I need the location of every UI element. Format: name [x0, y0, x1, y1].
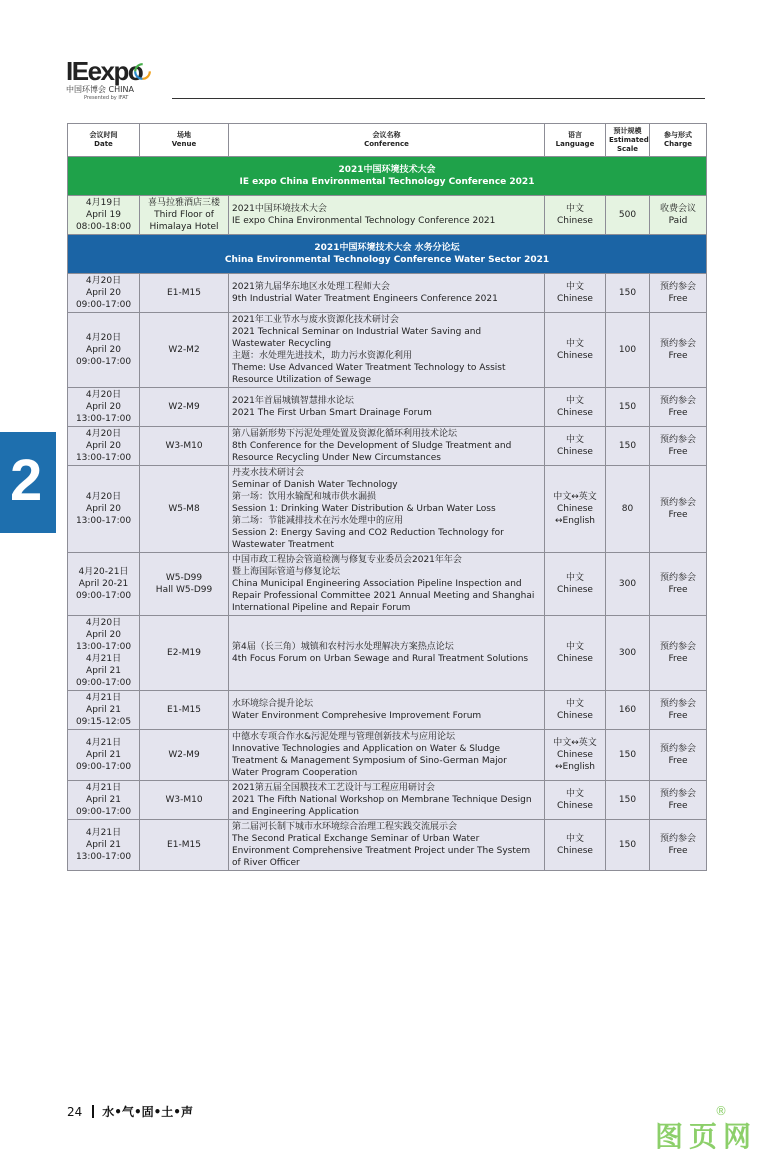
cell-line: Free — [668, 711, 688, 721]
cell-line: 中文 — [565, 573, 584, 583]
cell-line: Free — [668, 756, 688, 766]
date-cell — [68, 730, 140, 781]
cell-line: 13:00-17:00 — [75, 852, 132, 862]
table-row — [68, 274, 707, 313]
cell-line: Free — [668, 846, 688, 856]
table-row — [68, 466, 707, 553]
scale-cell: 150 — [606, 730, 650, 781]
cell-line: W3-M10 — [165, 795, 203, 805]
table-row — [68, 616, 707, 691]
cell-line: ↔English — [554, 516, 596, 526]
page-footer — [67, 1103, 193, 1120]
venue-cell — [140, 427, 229, 466]
cell-line: April 20 — [86, 441, 121, 451]
scale-cell: 500 — [606, 196, 650, 235]
cell-line: W3-M10 — [165, 441, 203, 451]
section-title-en: China Environmental Technology Conference Water Sector 2021 — [224, 255, 550, 265]
chapter-number: 2 — [10, 448, 43, 513]
cell-line: Third Floor of — [154, 210, 214, 220]
venue-cell — [140, 313, 229, 388]
cell-line: E2-M19 — [167, 648, 201, 658]
cell-line: 暨上海国际管道与修复论坛 — [232, 567, 341, 577]
scale-cell: 150 — [606, 388, 650, 427]
footer-divider — [92, 1105, 94, 1118]
cell-line: 09:00-17:00 — [75, 678, 132, 688]
cell-line: 09:15-12:05 — [75, 717, 132, 727]
cell-line: Water Environment Comprehesive Improvement Forum — [232, 711, 482, 721]
cell-line: Chinese — [557, 408, 593, 418]
cell-line: Free — [668, 654, 688, 664]
cell-line: April 20 — [86, 345, 121, 355]
cell-line: Environment Comprehensive Treatment Project under The System — [232, 846, 531, 856]
cell-line: W5-D99 — [165, 573, 203, 583]
cell-line: Session 2: Energy Saving and CO2 Reduction Technology for — [232, 528, 504, 538]
cell-line: Hall W5-D99 — [155, 585, 213, 595]
cell-line: Seminar of Danish Water Technology — [232, 480, 398, 490]
cell-line: Chinese — [557, 801, 593, 811]
cell-line: 09:00-17:00 — [75, 357, 132, 367]
language-cell — [545, 196, 606, 235]
ieexpo-logo — [66, 58, 166, 102]
section-title — [68, 157, 707, 196]
conference-cell — [229, 781, 545, 820]
column-header-cn: 会议时间 — [89, 131, 118, 139]
charge-cell — [650, 820, 707, 871]
cell-line: 预约参会 — [659, 642, 696, 652]
cell-line: 第4届（长三角）城镇和农村污水处理解决方案热点论坛 — [232, 642, 454, 652]
cell-line: 主题：水处理先进技术，助力污水资源化利用 — [232, 351, 413, 361]
cell-line: Wastewater Recycling — [232, 339, 332, 349]
charge-cell — [650, 691, 707, 730]
column-header — [606, 124, 650, 157]
conference-cell — [229, 274, 545, 313]
cell-line: W5-M8 — [168, 504, 200, 514]
cell-line: 13:00-17:00 — [75, 414, 132, 424]
cell-line: Chinese — [557, 447, 593, 457]
date-cell — [68, 466, 140, 553]
venue-cell — [140, 730, 229, 781]
venue-cell — [140, 616, 229, 691]
date-cell — [68, 553, 140, 616]
conference-schedule-table — [67, 123, 707, 871]
cell-line: 第二场：节能减排技术在污水处理中的应用 — [232, 516, 404, 526]
column-header — [68, 124, 140, 157]
cell-line: 中文↔英文 — [553, 738, 597, 748]
language-cell — [545, 274, 606, 313]
column-header-cn: 语言 — [568, 131, 582, 139]
cell-line: Free — [668, 408, 688, 418]
table-row — [68, 313, 707, 388]
column-header-en: Date — [94, 140, 113, 148]
conference-cell — [229, 616, 545, 691]
cell-line: 4月21日 — [85, 828, 122, 838]
column-header — [140, 124, 229, 157]
cell-line: 09:00-17:00 — [75, 591, 132, 601]
table-row — [68, 691, 707, 730]
schedule-body — [68, 124, 707, 871]
charge-cell — [650, 466, 707, 553]
conference-cell — [229, 553, 545, 616]
section-title — [68, 235, 707, 274]
logo-wordmark: IEexpo — [66, 56, 143, 86]
conference-cell — [229, 820, 545, 871]
scale-cell: 150 — [606, 781, 650, 820]
table-row — [68, 820, 707, 871]
cell-line: W2-M9 — [168, 750, 200, 760]
cell-line: 中文 — [565, 699, 584, 709]
cell-line: April 21 — [86, 705, 121, 715]
venue-cell — [140, 820, 229, 871]
scale-cell: 150 — [606, 427, 650, 466]
column-header-cn: 会议名称 — [372, 131, 401, 139]
venue-cell — [140, 466, 229, 553]
cell-line: International Pipeline and Repair Forum — [232, 603, 411, 613]
cell-line: April 20 — [86, 504, 121, 514]
language-cell — [545, 781, 606, 820]
cell-line: 预约参会 — [659, 744, 696, 754]
column-header-en: Charge — [663, 140, 693, 148]
table-row — [68, 553, 707, 616]
column-header — [650, 124, 707, 157]
conference-cell — [229, 313, 545, 388]
venue-cell — [140, 553, 229, 616]
cell-line: 8th Conference for the Development of Sludge Treatment and — [232, 441, 512, 451]
conference-cell — [229, 388, 545, 427]
cell-line: W2-M9 — [168, 402, 200, 412]
cell-line: April 21 — [86, 795, 121, 805]
cell-line: Chinese — [557, 846, 593, 856]
language-cell — [545, 427, 606, 466]
cell-line: 第二届河长制下城市水环境综合治理工程实践交流展示会 — [232, 822, 458, 832]
cell-line: 中文 — [565, 396, 584, 406]
cell-line: 4月21日 — [85, 654, 122, 664]
cell-line: 4th Focus Forum on Urban Sewage and Rural Treatment Solutions — [232, 654, 529, 664]
column-header-en: Estimated Scale — [609, 135, 649, 153]
cell-line: IE expo China Environmental Technology Conference 2021 — [232, 216, 496, 226]
cell-line: E1-M15 — [167, 840, 201, 850]
cell-line: April 20 — [86, 630, 121, 640]
cell-line: Water Program Cooperation — [232, 768, 358, 778]
venue-cell — [140, 691, 229, 730]
cell-line: 中文↔英文 — [553, 492, 597, 502]
cell-line: 13:00-17:00 — [75, 516, 132, 526]
cell-line: E1-M15 — [167, 288, 201, 298]
cell-line: April 21 — [86, 750, 121, 760]
column-header-cn: 场地 — [177, 131, 191, 139]
cell-line: Free — [668, 447, 688, 457]
cell-line: Chinese — [557, 750, 593, 760]
scale-cell: 100 — [606, 313, 650, 388]
cell-line: Chinese — [557, 585, 593, 595]
column-header-cn: 参与形式 — [664, 131, 692, 139]
cell-line: 第一场：饮用水输配和城市供水漏损 — [232, 492, 377, 502]
language-cell — [545, 691, 606, 730]
cell-line: 丹麦水技术研讨会 — [232, 468, 305, 478]
cell-line: 中文 — [565, 435, 584, 445]
cell-line: Repair Professional Committee 2021 Annual Meeting and Shanghai — [232, 591, 535, 601]
cell-line: Wastewater Treatment — [232, 540, 334, 550]
cell-line: 喜马拉雅酒店三楼 — [147, 198, 220, 208]
cell-line: Chinese — [557, 294, 593, 304]
date-cell — [68, 274, 140, 313]
charge-cell — [650, 730, 707, 781]
venue-cell — [140, 196, 229, 235]
cell-line: 4月20日 — [85, 390, 122, 400]
cell-line: Chinese — [557, 504, 593, 514]
chapter-tab — [0, 432, 56, 533]
cell-line: April 20 — [86, 288, 121, 298]
cell-line: 预约参会 — [659, 396, 696, 406]
conference-cell — [229, 730, 545, 781]
cell-line: Free — [668, 801, 688, 811]
cell-line: April 19 — [86, 210, 121, 220]
cell-line: 4月21日 — [85, 693, 122, 703]
table-row — [68, 730, 707, 781]
cell-line: 预约参会 — [659, 834, 696, 844]
cell-line: 4月20日 — [85, 333, 122, 343]
date-cell — [68, 616, 140, 691]
cell-line: Resource Utilization of Sewage — [232, 375, 372, 385]
cell-line: 09:00-17:00 — [75, 300, 132, 310]
language-cell — [545, 388, 606, 427]
cell-line: 中德水专项合作水&污泥处理与管理创新技术与应用论坛 — [232, 732, 456, 742]
charge-cell — [650, 616, 707, 691]
date-cell — [68, 313, 140, 388]
cell-line: 预约参会 — [659, 789, 696, 799]
conference-cell — [229, 691, 545, 730]
cell-line: Chinese — [557, 351, 593, 361]
section-header-row — [68, 157, 707, 196]
cell-line: 4月20-21日 — [78, 567, 129, 577]
column-header — [229, 124, 545, 157]
scale-cell: 150 — [606, 274, 650, 313]
language-cell — [545, 313, 606, 388]
cell-line: 4月20日 — [85, 618, 122, 628]
cell-line: 2021年首届城镇智慧排水论坛 — [232, 396, 354, 406]
scale-cell: 300 — [606, 553, 650, 616]
date-cell — [68, 691, 140, 730]
language-cell — [545, 730, 606, 781]
cell-line: 中文 — [565, 834, 584, 844]
column-header-en: Language — [555, 140, 595, 148]
column-header-cn: 预计规模 — [613, 126, 642, 135]
footer-tagline: 水•气•固•土•声 — [102, 1105, 193, 1119]
scale-cell: 80 — [606, 466, 650, 553]
section-title-en: IE expo China Environmental Technology Conference 2021 — [239, 177, 535, 187]
language-cell — [545, 466, 606, 553]
cell-line: 08:00-18:00 — [75, 222, 132, 232]
charge-cell — [650, 781, 707, 820]
venue-cell — [140, 781, 229, 820]
page-number: 24 — [67, 1105, 83, 1119]
date-cell — [68, 781, 140, 820]
cell-line: 预约参会 — [659, 699, 696, 709]
cell-line: 2021中国环境技术大会 — [232, 204, 327, 214]
cell-line: 预约参会 — [659, 573, 696, 583]
conference-cell — [229, 196, 545, 235]
conference-cell — [229, 427, 545, 466]
column-header — [545, 124, 606, 157]
cell-line: 预约参会 — [659, 339, 696, 349]
cell-line: Chinese — [557, 216, 593, 226]
cell-line: Innovative Technologies and Application on Water & Sludge — [232, 744, 501, 754]
cell-line: and Engineering Application — [232, 807, 359, 817]
cell-line: Free — [668, 510, 688, 520]
logo-subtitle: 中国环博会 CHINA — [66, 85, 134, 94]
cell-line: China Municipal Engineering Association Pipeline Inspection and — [232, 579, 522, 589]
cell-line: 4月20日 — [85, 276, 122, 286]
cell-line: E1-M15 — [167, 705, 201, 715]
cell-line: 中国市政工程协会管道检测与修复专业委员会2021年年会 — [232, 555, 462, 565]
cell-line: Free — [668, 294, 688, 304]
cell-line: ↔English — [554, 762, 596, 772]
logo-presented: Presented by IFAT — [84, 95, 129, 101]
charge-cell — [650, 427, 707, 466]
cell-line: 预约参会 — [659, 282, 696, 292]
cell-line: 13:00-17:00 — [75, 453, 132, 463]
scale-cell: 150 — [606, 820, 650, 871]
cell-line: 中文 — [565, 282, 584, 292]
cell-line: 预约参会 — [659, 435, 696, 445]
cell-line: 2021年工业节水与废水资源化技术研讨会 — [232, 315, 399, 325]
cell-line: 4月20日 — [85, 429, 122, 439]
cell-line: Chinese — [557, 654, 593, 664]
charge-cell — [650, 313, 707, 388]
cell-line: Himalaya Hotel — [149, 222, 219, 232]
language-cell — [545, 553, 606, 616]
cell-line: of River Officer — [232, 858, 300, 868]
cell-line: 收费会议 — [659, 204, 696, 214]
cell-line: 水环境综合提升论坛 — [232, 699, 314, 709]
cell-line: Theme: Use Advanced Water Treatment Technology to Assist — [232, 363, 506, 373]
cell-line: 2021第九届华东地区水处理工程师大会 — [232, 282, 390, 292]
cell-line: Resource Recycling Under New Circumstances — [232, 453, 441, 463]
cell-line: Paid — [668, 216, 688, 226]
watermark-registered: ® — [715, 1104, 727, 1118]
cell-line: 09:00-17:00 — [75, 762, 132, 772]
charge-cell — [650, 553, 707, 616]
cell-line: 09:00-17:00 — [75, 807, 132, 817]
cell-line: April 21 — [86, 840, 121, 850]
cell-line: The Second Pratical Exchange Seminar of Urban Water — [232, 834, 480, 844]
column-header-en: Venue — [171, 140, 197, 148]
charge-cell — [650, 388, 707, 427]
cell-line: 中文 — [565, 204, 584, 214]
language-cell — [545, 616, 606, 691]
table-row — [68, 781, 707, 820]
cell-line: 13:00-17:00 — [75, 642, 132, 652]
section-title-cn: 2021中国环境技术大会 水务分论坛 — [314, 243, 460, 253]
cell-line: 中文 — [565, 789, 584, 799]
cell-line: 2021 The Fifth National Workshop on Membrane Technique Design — [232, 795, 532, 805]
table-row — [68, 196, 707, 235]
cell-line: 4月20日 — [85, 492, 122, 502]
cell-line: 第八届新形势下污泥处理处置及资源化循环利用技术论坛 — [232, 429, 458, 439]
cell-line: Free — [668, 585, 688, 595]
cell-line: Free — [668, 351, 688, 361]
date-cell — [68, 820, 140, 871]
venue-cell — [140, 388, 229, 427]
cell-line: 2021第五届全国膜技术工艺设计与工程应用研讨会 — [232, 783, 435, 793]
cell-line: W2-M2 — [168, 345, 200, 355]
table-row — [68, 427, 707, 466]
section-header-row — [68, 235, 707, 274]
conference-cell — [229, 466, 545, 553]
table-row — [68, 388, 707, 427]
column-header-en: Conference — [364, 140, 409, 148]
cell-line: 中文 — [565, 642, 584, 652]
date-cell — [68, 427, 140, 466]
language-cell — [545, 820, 606, 871]
charge-cell — [650, 274, 707, 313]
cell-line: 2021 The First Urban Smart Drainage Forum — [232, 408, 432, 418]
cell-line: 9th Industrial Water Treatment Engineers Conference 2021 — [232, 294, 498, 304]
header-rule — [172, 98, 705, 99]
cell-line: 预约参会 — [659, 498, 696, 508]
scale-cell: 300 — [606, 616, 650, 691]
cell-line: 4月21日 — [85, 783, 122, 793]
cell-line: 2021 Technical Seminar on Industrial Water Saving and — [232, 327, 482, 337]
cell-line: April 21 — [86, 666, 121, 676]
cell-line: April 20 — [86, 402, 121, 412]
cell-line: 4月19日 — [85, 198, 122, 208]
cell-line: Chinese — [557, 711, 593, 721]
logo-ring-icon — [134, 63, 151, 80]
section-title-cn: 2021中国环境技术大会 — [338, 165, 436, 175]
cell-line: 中文 — [565, 339, 584, 349]
watermark-text: 图页网 — [655, 1120, 758, 1153]
date-cell — [68, 196, 140, 235]
venue-cell — [140, 274, 229, 313]
cell-line: Treatment & Management Symposium of Sino-German Major — [232, 756, 507, 766]
cell-line: 4月21日 — [85, 738, 122, 748]
header-row — [68, 124, 707, 157]
cell-line: Session 1: Drinking Water Distribution & Urban Water Loss — [232, 504, 496, 514]
scale-cell: 160 — [606, 691, 650, 730]
date-cell — [68, 388, 140, 427]
cell-line: April 20-21 — [78, 579, 129, 589]
charge-cell — [650, 196, 707, 235]
